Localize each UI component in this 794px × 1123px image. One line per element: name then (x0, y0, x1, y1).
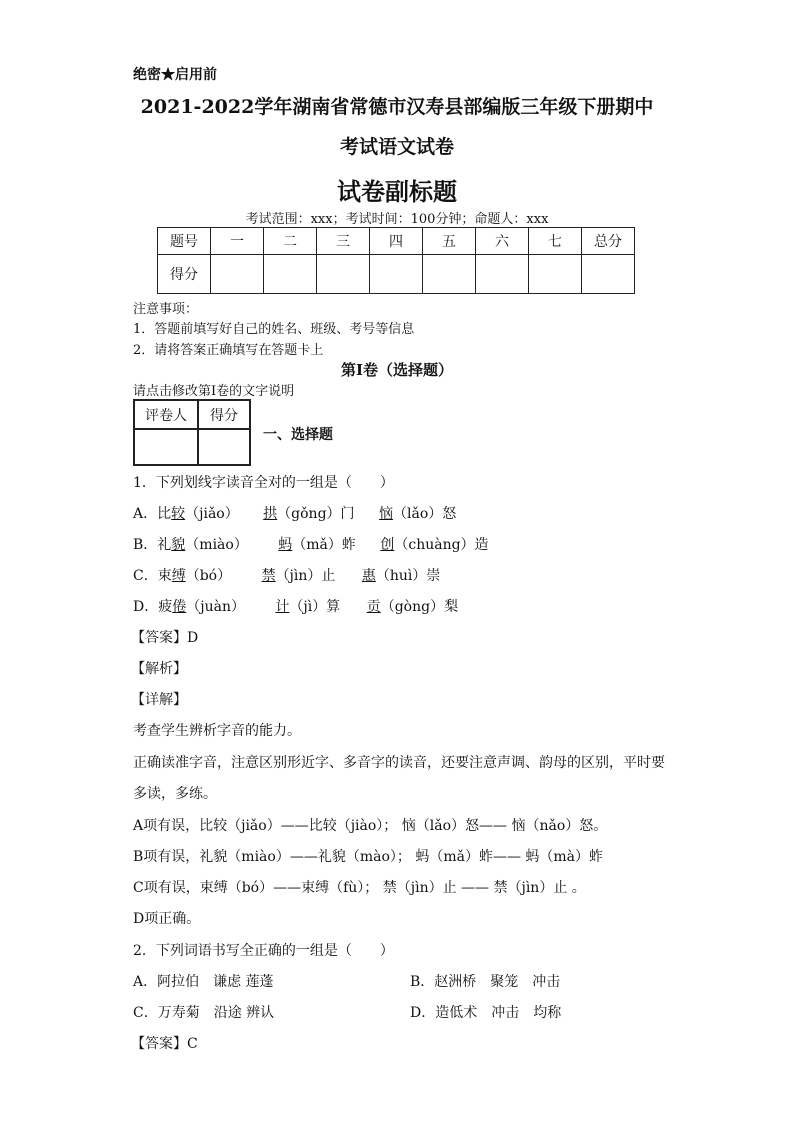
q1-explanation: A项有误，比较（jiǎo）——比较（jiào）； 恼（lǎo）怒—— 恼（nǎo）怒。 (133, 818, 608, 834)
secret-mark: 绝密★启用前 (133, 67, 217, 83)
subtitle-text: 试卷副标题 (337, 177, 457, 206)
notes-item-2: 2．请将答案正确填写在答题卡上 (133, 343, 324, 358)
q1-a-underlined: 较 (171, 506, 186, 522)
notes-item-1: 1．答题前填写好自己的姓名、班级、考号等信息 (133, 322, 415, 337)
grader-table (133, 399, 251, 466)
q1-b-part: （miào） (185, 537, 248, 553)
score-header-cell: 一 (211, 228, 264, 255)
q2-option-d[interactable]: D．造低术 冲击 均称 (410, 1005, 562, 1021)
q1-b-underlined: 创 (380, 537, 395, 553)
q1-option-a[interactable] (133, 503, 456, 523)
grader-input-row (134, 429, 250, 465)
q1-stem: 1．下列划线字读音全对的一组是（ ） (133, 475, 394, 491)
q1-explanation: 正确读准字音，注意区别形近字、多音字的读音，还要注意声调、韵母的区别，平时要 (133, 755, 665, 771)
q1-b-part: （chuàng）造 (394, 537, 489, 553)
score-table-header-row (158, 228, 635, 255)
score-header-cell: 总分 (582, 228, 635, 255)
score-header-cell: 七 (529, 228, 582, 255)
q1-c-underlined: 惠 (361, 568, 376, 584)
q1-option-d[interactable] (133, 596, 458, 616)
q1-a-part: A．比 (133, 506, 172, 522)
q1-c-underlined: 禁 (261, 568, 276, 584)
score-header-cell: 三 (317, 228, 370, 255)
score-cell[interactable] (423, 255, 476, 294)
score-header-cell: 二 (264, 228, 317, 255)
score-header-cell: 题号 (158, 228, 211, 255)
score-table-score-row (158, 255, 635, 294)
score-cell[interactable] (476, 255, 529, 294)
q1-option-c[interactable] (133, 565, 440, 585)
q1-c-part: C．束 (133, 568, 172, 584)
q2-option-c[interactable]: C．万寿菊 沿途 辨认 (133, 1005, 275, 1021)
score-cell[interactable] (264, 255, 317, 294)
exam-info (0, 208, 794, 227)
q1-a-underlined: 恼 (379, 506, 393, 522)
score-cell[interactable] (582, 255, 635, 294)
grader-label: 评卷人 (134, 400, 198, 429)
score-header-cell: 五 (423, 228, 476, 255)
grader-name-cell[interactable] (134, 429, 198, 465)
q1-answer: 【答案】D (131, 630, 199, 646)
q1-a-part: （gǒng）门 (277, 506, 355, 522)
section-desc: 请点击修改第I卷的文字说明 (133, 384, 295, 399)
q1-d-part: （jì）算 (289, 599, 341, 615)
score-header-cell: 四 (370, 228, 423, 255)
score-table (157, 227, 635, 294)
grader-header-row (134, 400, 250, 429)
title-line2 (0, 132, 794, 159)
q2-option-b[interactable]: B．赵洲桥 聚笼 冲击 (410, 974, 561, 990)
notes-title: 注意事项： (133, 302, 199, 317)
title-line2-text: 考试语文试卷 (339, 136, 454, 158)
q1-explanation: 多读，多练。 (133, 786, 217, 802)
q1-a-part: （jiǎo） (185, 506, 239, 522)
q1-c-part: （huì）崇 (375, 568, 441, 584)
q1-explanation: 考查学生辨析字音的能力。 (133, 723, 301, 739)
score-cell[interactable] (211, 255, 264, 294)
q1-d-part: （juàn） (186, 599, 245, 615)
q1-c-part: （jìn）止 (275, 568, 336, 584)
q1-explanation: D项正确。 (133, 911, 201, 927)
section-title-text: 第I卷（选择题） (340, 361, 454, 379)
q1-b-underlined: 貌 (171, 537, 186, 553)
part-title: 一、选择题 (263, 427, 333, 443)
q1-d-part: D．疲 (133, 599, 173, 615)
section-title (0, 359, 794, 380)
title-line1-text: 2021-2022学年湖南省常德市汉寿县部编版三年级下册期中 (140, 96, 654, 118)
q1-c-part: （bó） (185, 568, 232, 584)
q1-explanation: C项有误，束缚（bó）——束缚（fù）； 禁（jìn）止 —— 禁（jìn）止 。 (133, 880, 586, 896)
q1-a-part: （lǎo）怒 (393, 506, 457, 522)
grader-score-label: 得分 (198, 400, 250, 429)
q1-d-part: （gòng）梨 (380, 599, 459, 615)
q1-analysis: 【解析】 (131, 661, 187, 677)
q1-d-underlined: 计 (275, 599, 290, 615)
q1-c-underlined: 缚 (171, 568, 186, 584)
q1-a-underlined: 拱 (263, 506, 278, 522)
score-row-label: 得分 (158, 255, 211, 294)
score-cell[interactable] (370, 255, 423, 294)
grader-score-cell[interactable] (198, 429, 250, 465)
score-header-cell: 六 (476, 228, 529, 255)
q2-answer: 【答案】C (131, 1036, 198, 1052)
q1-detail: 【详解】 (131, 692, 187, 708)
q2-stem: 2．下列词语书写全正确的一组是（ ） (133, 943, 394, 959)
title-line1 (0, 92, 794, 119)
q1-b-underlined: 蚂 (278, 537, 293, 553)
score-cell[interactable] (529, 255, 582, 294)
score-cell[interactable] (317, 255, 370, 294)
q1-option-b[interactable] (133, 534, 489, 554)
subtitle (0, 172, 794, 207)
q1-d-underlined: 贡 (366, 599, 381, 615)
q2-option-a[interactable]: A．阿拉伯 谦虑 莲蓬 (133, 974, 274, 990)
exam-info-text: 考试范围：xxx；考试时间：100分钟；命题人：xxx (245, 212, 549, 227)
q1-b-part: （mǎ）蚱 (292, 537, 356, 553)
q1-explanation: B项有误，礼貌（miào）——礼貌（mào）； 蚂（mǎ）蚱—— 蚂（mà）蚱 (133, 849, 604, 865)
q1-d-underlined: 倦 (172, 599, 187, 615)
q1-b-part: B．礼 (133, 537, 172, 553)
